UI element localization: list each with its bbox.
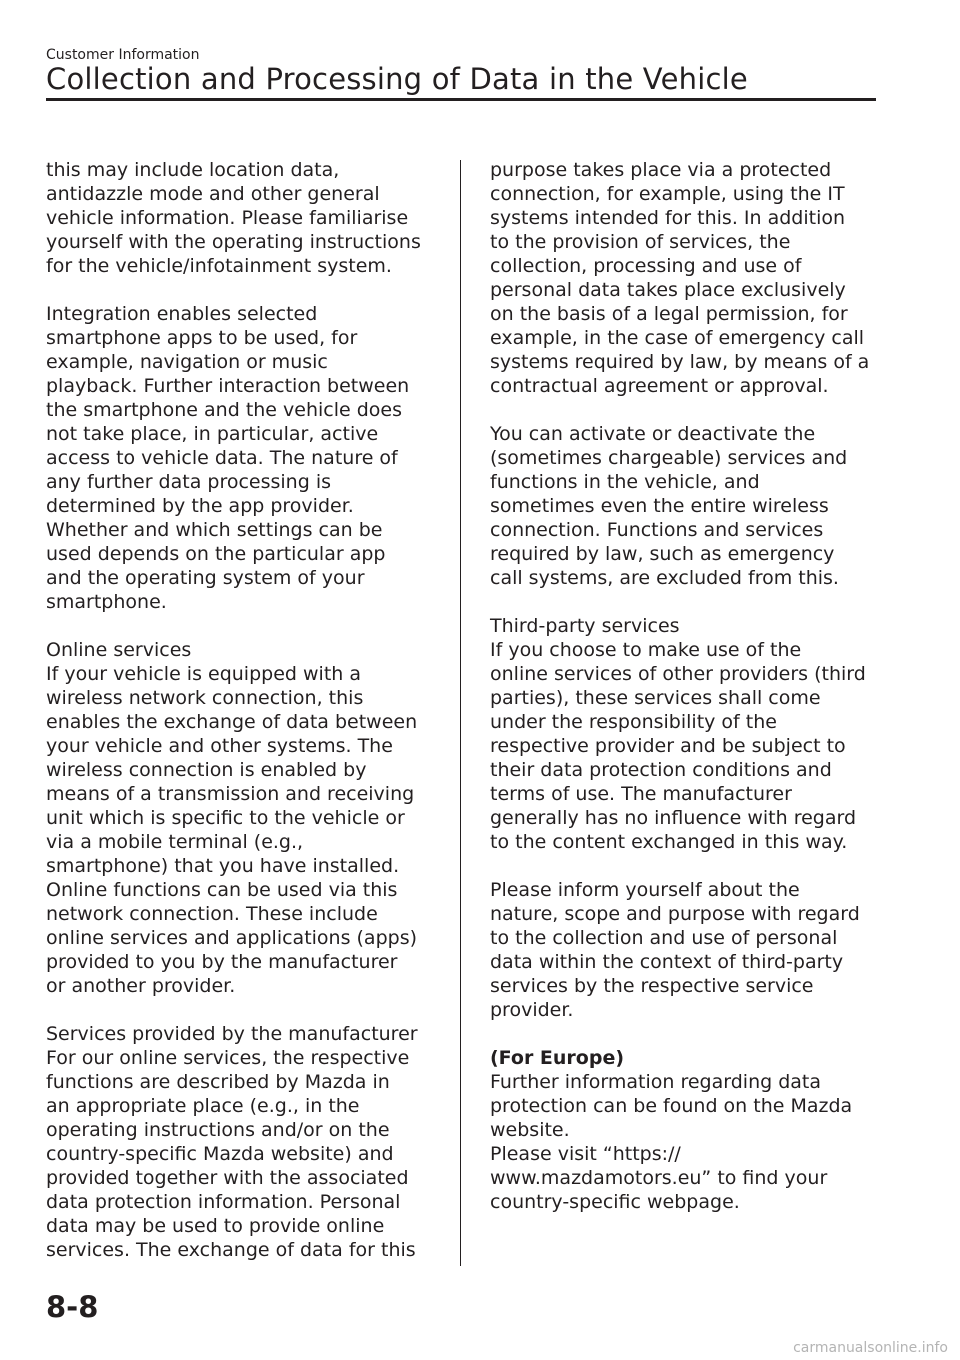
text-line: provided together with the associated bbox=[46, 1167, 409, 1189]
text-line: their data protection conditions and bbox=[490, 759, 832, 781]
text-line: and the operating system of your bbox=[46, 567, 365, 589]
text-line: For our online services, the respective bbox=[46, 1047, 410, 1069]
europe-section bbox=[490, 1046, 890, 1214]
paragraph bbox=[490, 614, 890, 854]
text-line: vehicle information. Please familiarise bbox=[46, 207, 409, 229]
header-divider bbox=[46, 98, 876, 101]
text-line: this may include location data, bbox=[46, 159, 340, 181]
text-line: personal data takes place exclusively bbox=[490, 279, 846, 301]
text-line: any further data processing is bbox=[46, 471, 331, 493]
text-line: Services provided by the manufacturer bbox=[46, 1023, 418, 1045]
text-line: smartphone. bbox=[46, 591, 167, 613]
text-line: Please inform yourself about the bbox=[490, 879, 800, 901]
text-line: via a mobile terminal (e.g., bbox=[46, 831, 304, 853]
text-line: determined by the app provider. bbox=[46, 495, 354, 517]
text-line: Further information regarding data bbox=[490, 1071, 822, 1093]
text-line: website. bbox=[490, 1119, 570, 1141]
text-line: the smartphone and the vehicle does bbox=[46, 399, 403, 421]
text-line: nature, scope and purpose with regard bbox=[490, 903, 860, 925]
paragraph bbox=[46, 302, 446, 614]
text-line: contractual agreement or approval. bbox=[490, 375, 829, 397]
text-line: respective provider and be subject to bbox=[490, 735, 846, 757]
text-line: smartphone) that you have installed. bbox=[46, 855, 400, 877]
text-line: services. The exchange of data for this bbox=[46, 1239, 416, 1261]
text-line: or another provider. bbox=[46, 975, 236, 997]
text-line: You can activate or deactivate the bbox=[490, 423, 816, 445]
text-line: example, navigation or music bbox=[46, 351, 328, 373]
text-line: country-specific Mazda website) and bbox=[46, 1143, 394, 1165]
text-line: not take place, in particular, active bbox=[46, 423, 379, 445]
text-line: Third-party services bbox=[490, 615, 680, 637]
text-line: Please visit “https:// bbox=[490, 1143, 681, 1165]
text-line: (sometimes chargeable) services and bbox=[490, 447, 848, 469]
text-line: purpose takes place via a protected bbox=[490, 159, 832, 181]
left-column bbox=[46, 158, 446, 1286]
text-line: functions in the vehicle, and bbox=[490, 471, 760, 493]
text-line: yourself with the operating instructions bbox=[46, 231, 421, 253]
text-line: If your vehicle is equipped with a bbox=[46, 663, 361, 685]
text-line: parties), these services shall come bbox=[490, 687, 821, 709]
text-line: functions are described by Mazda in bbox=[46, 1071, 390, 1093]
text-line: to the content exchanged in this way. bbox=[490, 831, 848, 853]
text-line: generally has no influence with regard bbox=[490, 807, 857, 829]
right-column bbox=[490, 158, 890, 1238]
text-line: systems required by law, by means of a bbox=[490, 351, 870, 373]
text-line: connection, for example, using the IT bbox=[490, 183, 845, 205]
text-line: unit which is specific to the vehicle or bbox=[46, 807, 405, 829]
text-line: Online functions can be used via this bbox=[46, 879, 398, 901]
paragraph bbox=[46, 638, 446, 998]
text-line: Whether and which settings can be bbox=[46, 519, 383, 541]
text-line: an appropriate place (e.g., in the bbox=[46, 1095, 360, 1117]
text-line: If you choose to make use of the bbox=[490, 639, 802, 661]
text-line: to the collection and use of personal bbox=[490, 927, 838, 949]
paragraph bbox=[46, 1022, 446, 1262]
text-line: access to vehicle data. The nature of bbox=[46, 447, 398, 469]
text-line: provided to you by the manufacturer bbox=[46, 951, 398, 973]
text-line: network connection. These include bbox=[46, 903, 378, 925]
text-line: systems intended for this. In addition bbox=[490, 207, 846, 229]
paragraph bbox=[490, 878, 890, 1022]
text-line: smartphone apps to be used, for bbox=[46, 327, 358, 349]
section-label: Customer Information bbox=[46, 47, 200, 63]
paragraph bbox=[490, 158, 890, 398]
page-number: 8-8 bbox=[46, 1290, 99, 1324]
text-line: to the provision of services, the bbox=[490, 231, 791, 253]
column-divider bbox=[460, 160, 461, 1266]
text-line: playback. Further interaction between bbox=[46, 375, 410, 397]
text-line: collection, processing and use of bbox=[490, 255, 802, 277]
text-line: means of a transmission and receiving bbox=[46, 783, 415, 805]
text-line: call systems, are excluded from this. bbox=[490, 567, 839, 589]
text-line: online services of other providers (third bbox=[490, 663, 866, 685]
text-line: online services and applications (apps) bbox=[46, 927, 418, 949]
text-line: your vehicle and other systems. The bbox=[46, 735, 393, 757]
text-line: under the responsibility of the bbox=[490, 711, 777, 733]
text-line: operating instructions and/or on the bbox=[46, 1119, 390, 1141]
text-line: for the vehicle/infotainment system. bbox=[46, 255, 392, 277]
text-line: data may be used to provide online bbox=[46, 1215, 385, 1237]
text-line: wireless connection is enabled by bbox=[46, 759, 367, 781]
text-line: example, in the case of emergency call bbox=[490, 327, 865, 349]
text-line: services by the respective service bbox=[490, 975, 814, 997]
paragraph bbox=[46, 158, 446, 278]
page-title: Collection and Processing of Data in the Vehicle bbox=[46, 62, 748, 96]
text-line: on the basis of a legal permission, for bbox=[490, 303, 848, 325]
text-line: provider. bbox=[490, 999, 574, 1021]
text-line: country-specific webpage. bbox=[490, 1191, 740, 1213]
text-line: Online services bbox=[46, 639, 192, 661]
text-line: sometimes even the entire wireless bbox=[490, 495, 829, 517]
text-line: used depends on the particular app bbox=[46, 543, 386, 565]
text-line: data within the context of third-party bbox=[490, 951, 844, 973]
paragraph bbox=[490, 422, 890, 590]
text-line: data protection information. Personal bbox=[46, 1191, 401, 1213]
text-line: antidazzle mode and other general bbox=[46, 183, 380, 205]
text-line: protection can be found on the Mazda bbox=[490, 1095, 853, 1117]
text-line: enables the exchange of data between bbox=[46, 711, 418, 733]
text-line: Integration enables selected bbox=[46, 303, 318, 325]
text-line: required by law, such as emergency bbox=[490, 543, 835, 565]
watermark: carmanualsonline.info bbox=[793, 1340, 948, 1356]
europe-heading: (For Europe) bbox=[490, 1047, 625, 1069]
text-line: wireless network connection, this bbox=[46, 687, 364, 709]
paragraph bbox=[490, 1070, 890, 1214]
text-line: www.mazdamotors.eu” to find your bbox=[490, 1167, 828, 1189]
text-line: connection. Functions and services bbox=[490, 519, 824, 541]
text-line: terms of use. The manufacturer bbox=[490, 783, 792, 805]
